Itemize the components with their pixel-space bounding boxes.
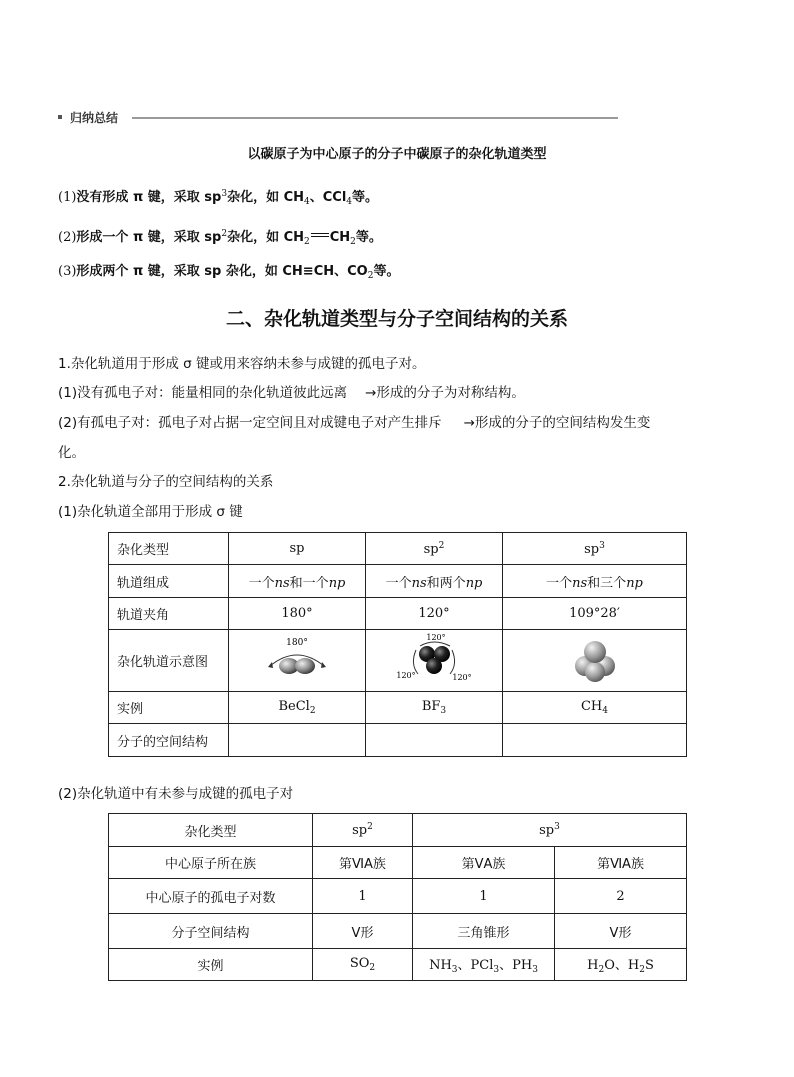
cell-sup: 2	[367, 822, 373, 832]
example-sp2	[366, 692, 503, 724]
item-text: 杂化，如 CH	[227, 230, 305, 245]
row-label: 中心原子的孤电子对数	[109, 879, 313, 914]
table-row	[109, 879, 687, 914]
arrowhead-icon	[321, 662, 326, 668]
cell-sub: 3	[440, 706, 447, 716]
lone-pair-cell: 2	[555, 879, 687, 914]
cell-sup: 3	[599, 540, 605, 551]
example-cell	[413, 949, 555, 981]
cell-text: 一个	[248, 575, 275, 591]
group-cell: 第ⅥA族	[313, 847, 413, 879]
angle-sp2: 120°	[366, 598, 503, 630]
lone-pair-cell: 1	[413, 879, 555, 914]
cell-sub: 3	[532, 965, 538, 975]
group-cell: 第ⅥA族	[555, 847, 687, 879]
type-sp3	[413, 814, 687, 847]
summary-item-1	[58, 185, 378, 211]
paragraph-text: →形成的分子为对称结构。	[365, 385, 525, 401]
item-text: 形成一个 π 键，采取 sp	[76, 230, 222, 245]
cell-sup: 3	[554, 822, 560, 832]
angle-sp3: 109°28′	[503, 598, 687, 630]
cell-text: np	[465, 575, 483, 591]
cell-text: sp	[584, 541, 600, 557]
cell-sub: 2	[598, 965, 605, 975]
angle-label: 180°	[286, 637, 308, 648]
cell-sub: 2	[309, 706, 316, 716]
orbital-lobe-icon	[585, 662, 605, 682]
cell-text: 、PH	[499, 958, 533, 973]
cell-text: BF	[421, 699, 441, 714]
table-row	[109, 533, 687, 565]
cell-text: 和一个	[289, 575, 329, 591]
row-label: 分子的空间结构	[109, 724, 229, 757]
example-sp3	[503, 692, 687, 724]
summary-item-2	[58, 225, 382, 251]
item-text: CH	[329, 230, 351, 245]
table-row	[109, 598, 687, 630]
empty-cell	[503, 724, 687, 757]
cell-text: np	[626, 575, 643, 591]
summary-header	[58, 110, 618, 126]
orbital-lobe-icon	[584, 641, 606, 663]
composition-sp2	[366, 565, 503, 598]
orbital-lobe-icon	[295, 658, 315, 674]
cell-text: BeCl	[278, 699, 310, 714]
shape-cell: V形	[555, 914, 687, 949]
angle-arc-icon	[420, 642, 450, 646]
bullet-square-icon	[58, 115, 62, 119]
item-text: 等。	[352, 190, 379, 205]
empty-cell	[366, 724, 503, 757]
table-row	[109, 630, 687, 692]
cell-text: 一个	[546, 575, 573, 591]
paragraph-3	[58, 413, 650, 433]
item-sub: 4	[304, 197, 310, 207]
item-text: 杂化，如 CH	[227, 190, 305, 205]
hybrid-table-1	[108, 532, 687, 757]
group-cell: 第ⅤA族	[413, 847, 555, 879]
cell-text: H	[587, 958, 599, 973]
item-sub: 2	[304, 237, 310, 247]
item-sup: 2	[221, 229, 228, 239]
sp-orbital-diagram	[262, 636, 332, 682]
row-label: 杂化类型	[109, 533, 229, 565]
item-text: 等。	[373, 264, 400, 279]
double-bond-icon	[311, 233, 329, 237]
table-row	[109, 724, 687, 757]
diagram-sp2	[366, 630, 503, 692]
row-label: 分子空间结构	[109, 914, 313, 949]
item-sub: 4	[346, 197, 353, 207]
type-sp	[229, 533, 366, 565]
cell-sub: 2	[369, 963, 376, 973]
paragraph-6: (2)杂化轨道中有未参与成键的孤电子对	[58, 786, 294, 802]
paragraph-text: →形成的分子的空间结构发生变	[463, 415, 651, 431]
cell-text: ns	[274, 575, 290, 591]
empty-cell	[229, 724, 366, 757]
row-label: 实例	[109, 949, 313, 981]
example-cell	[313, 949, 413, 981]
cell-text: O、H	[604, 958, 640, 973]
cell-text: 和三个	[587, 575, 627, 591]
diagram-sp	[229, 630, 366, 692]
cell-text: S	[644, 958, 654, 973]
item-text: 没有形成 π 键，采取 sp	[76, 190, 222, 205]
type-sp2	[366, 533, 503, 565]
summary-item-3	[58, 263, 399, 285]
row-label: 轨道组成	[109, 565, 229, 598]
sp3-orbital-diagram	[565, 632, 625, 686]
paragraph-1: 1.杂化轨道用于形成 σ 键或用来容纳未参与成键的孤电子对。	[58, 356, 426, 372]
angle-label: 120°	[426, 632, 446, 642]
shape-cell: V形	[313, 914, 413, 949]
cell-text: 和两个	[426, 575, 466, 591]
orbital-lobe-icon	[426, 658, 442, 674]
item-text: 等。	[355, 230, 382, 245]
table-row	[109, 847, 687, 879]
row-label: 轨道夹角	[109, 598, 229, 630]
angle-sp: 180°	[229, 598, 366, 630]
item-prefix: (1)	[58, 190, 77, 205]
header-rule	[132, 117, 618, 119]
row-label: 实例	[109, 692, 229, 724]
example-cell	[555, 949, 687, 981]
cell-text: sp	[423, 541, 439, 557]
item-prefix: (3)	[58, 264, 77, 279]
summary-subtitle: 以碳原子为中心原子的分子中碳原子的杂化轨道类型	[247, 147, 547, 162]
cell-text: ns	[572, 575, 588, 591]
table-row	[109, 565, 687, 598]
section-title: 二、杂化轨道类型与分子空间结构的关系	[225, 308, 568, 330]
arrowhead-icon	[268, 662, 273, 668]
cell-text: CH	[580, 699, 603, 714]
diagram-sp3	[503, 630, 687, 692]
cell-sup: 2	[438, 540, 445, 551]
cell-text: 一个	[385, 575, 412, 591]
row-label: 杂化轨道示意图	[109, 630, 229, 692]
cell-text: sp	[289, 541, 305, 556]
paragraph-3-cont: 化。	[58, 445, 85, 461]
cell-text: NH	[429, 958, 452, 973]
paragraph-4: 2.杂化轨道与分子的空间结构的关系	[58, 474, 274, 490]
angle-label: 120°	[396, 670, 416, 680]
cell-text: 、PCl	[457, 958, 494, 973]
cell-sub: 3	[451, 965, 458, 975]
item-sub: 2	[350, 237, 356, 247]
summary-label: 归纳总结	[70, 111, 119, 125]
shape-cell: 三角锥形	[413, 914, 555, 949]
item-prefix: (2)	[58, 230, 77, 245]
cell-sub: 2	[639, 965, 645, 975]
cell-text: sp	[539, 823, 555, 838]
paragraph-5: (1)杂化轨道全部用于形成 σ 键	[58, 504, 243, 520]
type-sp3	[503, 533, 687, 565]
item-text: 形成两个 π 键，采取 sp 杂化，如 CH≡CH、CO	[76, 264, 368, 279]
table-row	[109, 949, 687, 981]
hybrid-table-2	[108, 813, 687, 981]
cell-text: ns	[411, 575, 427, 591]
paragraph-text: (1)没有孤电子对：能量相同的杂化轨道彼此远离	[58, 385, 348, 401]
example-sp	[229, 692, 366, 724]
angle-label: 120°	[452, 672, 472, 682]
cell-text: sp	[352, 823, 368, 838]
item-sup: 3	[221, 189, 228, 199]
row-label: 中心原子所在族	[109, 847, 313, 879]
item-sub: 2	[367, 271, 374, 281]
table-row	[109, 692, 687, 724]
angle-arc-icon	[450, 650, 455, 674]
item-text: 、CCl	[309, 190, 347, 205]
sp2-orbital-diagram	[394, 632, 474, 686]
row-label: 杂化类型	[109, 814, 313, 847]
paragraph-2	[58, 383, 525, 403]
type-sp2	[313, 814, 413, 847]
cell-sub: 3	[493, 965, 500, 975]
composition-sp3	[503, 565, 687, 598]
cell-sub: 4	[602, 706, 609, 716]
composition-sp	[229, 565, 366, 598]
cell-text: np	[328, 575, 346, 591]
table-row	[109, 814, 687, 847]
paragraph-text: (2)有孤电子对：孤电子对占据一定空间且对成键电子对产生排斥	[58, 415, 442, 431]
table-row	[109, 914, 687, 949]
lone-pair-cell: 1	[313, 879, 413, 914]
cell-text: SO	[349, 956, 370, 971]
